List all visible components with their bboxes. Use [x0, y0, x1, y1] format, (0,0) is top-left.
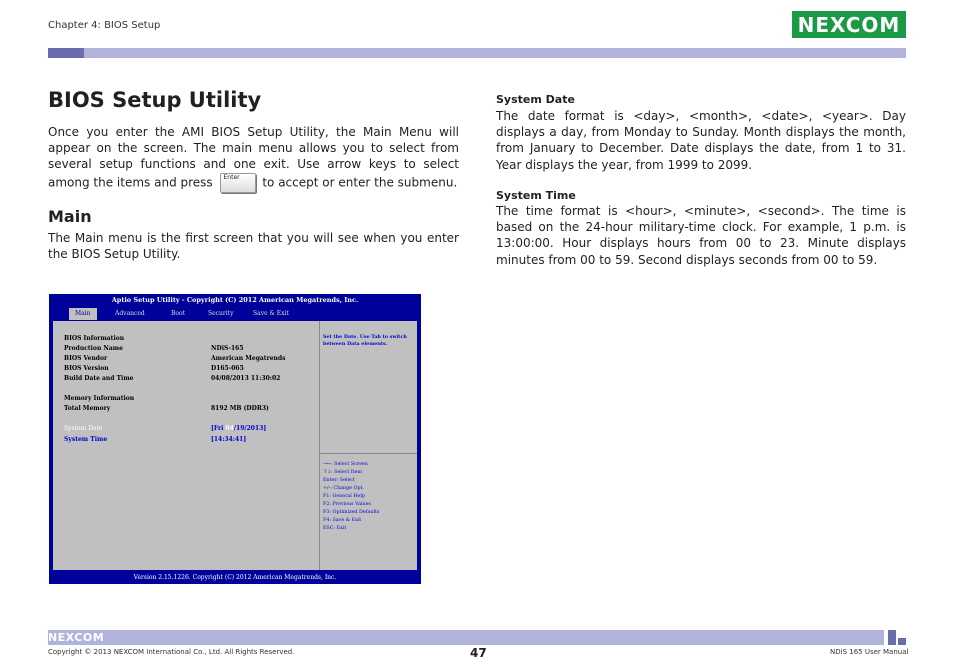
bios-help-line: Set the Date. Use Tab to switch — [323, 334, 407, 340]
system-date-heading: System Date — [496, 93, 575, 106]
bios-main-panel — [53, 321, 319, 570]
bios-row-label: BIOS Vendor — [64, 355, 108, 362]
date-prefix: [Fri — [211, 425, 226, 432]
bios-row-label: Production Name — [64, 345, 123, 352]
intro-paragraph — [48, 124, 459, 193]
bios-row-label: Build Date and Time — [64, 375, 134, 382]
enter-key-icon: Enter — [220, 173, 256, 193]
bios-row-value: American Megatrends — [211, 355, 286, 362]
logo-text: NEXCOM — [797, 12, 901, 37]
date-highlight: 04 — [225, 425, 234, 432]
copyright-text: Copyright © 2013 NEXCOM International Co., Ltd. All Rights Reserved. — [48, 648, 295, 656]
bios-key-item: Enter: Select — [323, 478, 355, 483]
bios-key-item: F4: Save & Exit — [323, 518, 362, 523]
manual-name: NDiS 165 User Manual — [830, 648, 909, 656]
bios-key-item: +/-: Change Opt. — [323, 486, 364, 491]
page-number: 47 — [470, 646, 487, 660]
bios-version-bar: Version 2.15.1226. Copyright (C) 2012 American Megatrends, Inc. — [133, 574, 337, 581]
bios-key-item: F1: General Help — [323, 494, 365, 499]
footer-squares-icon — [888, 630, 906, 645]
bios-tab-save-exit[interactable]: Save & Exit — [253, 310, 289, 317]
bios-row-label: BIOS Version — [64, 365, 109, 372]
intro-text-a: Once you enter the AMI BIOS Setup Utility, the Main Menu will appear on the screen. The main menu allows you to select from several setup functions and one exit. Use arrow keys to select among the items and press — [48, 125, 459, 190]
bios-help-separator — [320, 453, 417, 454]
date-suffix: /19/2013] — [233, 425, 267, 432]
bios-key-item: F2: Previous Values — [323, 502, 371, 507]
bios-key-item: F3: Optimized Defaults — [323, 510, 380, 515]
bios-row-value: NDiS-165 — [211, 345, 244, 352]
bios-tab-bar — [49, 307, 421, 321]
bios-key-item: ↑↓: Select Item — [323, 470, 363, 475]
nexcom-logo — [792, 11, 906, 38]
bios-row-value: D165-065 — [211, 365, 244, 372]
bios-help-line: between Data elements. — [323, 341, 388, 347]
bios-system-date-value[interactable] — [211, 425, 266, 432]
bios-tab-advanced[interactable]: Advanced — [115, 310, 145, 317]
bios-help-panel — [320, 321, 417, 570]
bios-key-legend — [323, 461, 379, 533]
bios-title-bar: Aptio Setup Utility - Copyright (C) 2012 American Megatrends, Inc. — [111, 296, 359, 304]
system-time-heading: System Time — [496, 189, 576, 202]
intro-text-b: to accept or enter the submenu. — [262, 175, 458, 190]
bios-tab-security[interactable]: Security — [208, 310, 234, 317]
top-bar — [48, 48, 906, 58]
main-paragraph: The Main menu is the first screen that you will see when you enter the BIOS Setup Utility. — [48, 231, 459, 262]
bios-system-time-value[interactable]: [14:34:41] — [211, 436, 247, 443]
bios-system-time-label[interactable]: System Time — [64, 436, 108, 443]
bios-row-value: 04/08/2013 11:30:02 — [211, 375, 281, 382]
bios-tab-main[interactable]: Main — [69, 308, 97, 320]
footer-logo: NEXCOM — [48, 631, 105, 644]
page-title: BIOS Setup Utility — [48, 88, 262, 112]
bios-row-label: Memory Information — [64, 395, 135, 402]
bios-row-label: Total Memory — [64, 405, 111, 412]
bios-screen — [49, 294, 421, 584]
bios-tab-boot[interactable]: Boot — [171, 310, 186, 317]
bios-key-item: ESC: Exit — [323, 526, 347, 531]
top-bar-accent — [48, 48, 84, 58]
footer-bar — [48, 630, 884, 645]
system-date-paragraph: The date format is <day>, <month>, <date>, <year>. Day displays a day, from Monday to Sunday. Month displays the month, from January to December. Date displays the date, from 1 to 31. Year displays the year, from 1999 to 2099. — [496, 109, 906, 172]
bios-system-date-label[interactable]: System Date — [64, 425, 103, 432]
system-time-paragraph: The time format is <hour>, <minute>, <second>. The time is based on the 24-hour military-time clock. For example, 1 p.m. is 13:00:00. Hour displays hours from 00 to 23. Minute displays minutes from 00 to 59. Second displays seconds from 00 to 59. — [496, 204, 906, 267]
main-heading: Main — [48, 207, 92, 226]
bios-body — [53, 321, 417, 570]
bios-row-value: 8192 MB (DDR3) — [211, 405, 269, 412]
bios-row-label: BIOS Information — [64, 335, 125, 342]
chapter-label: Chapter 4: BIOS Setup — [48, 20, 161, 31]
bios-key-item: →←: Select Screen — [323, 462, 368, 467]
